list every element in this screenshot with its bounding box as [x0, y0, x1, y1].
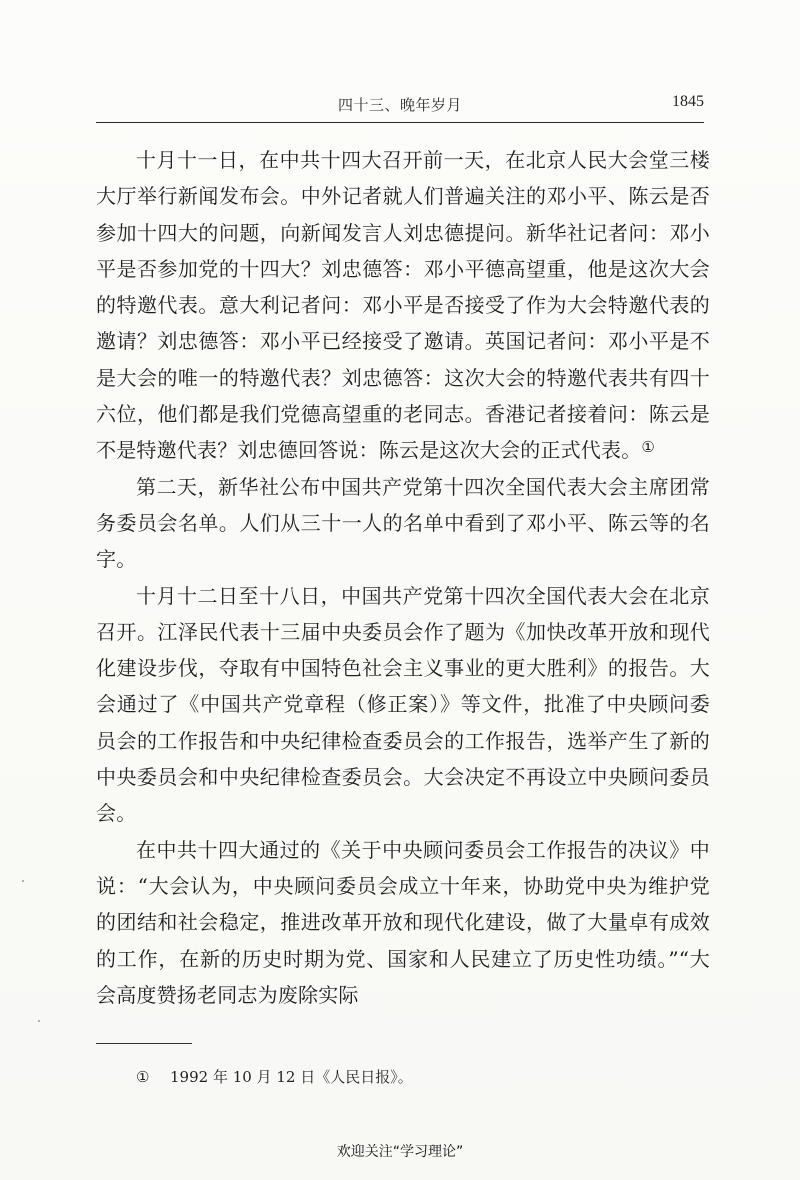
scan-speck — [22, 880, 24, 882]
paragraph-text: 在中共十四大通过的《关于中央顾问委员会工作报告的决议》中说：“大会认为，中央顾问委员会成立十年来，协助党中央为维护党的团结和社会稳定，推进改革开放和现代化建设，做了大量卓有成效的工作，在新的历史时期为党、国家和人民建立了历史性功绩。”“大会高度赞扬老同志为废除实际 — [96, 837, 710, 1007]
footnote-text: 1992 年 10 月 12 日《人民日报》。 — [170, 1068, 413, 1086]
watermark-caption: 欢迎关注“学习理论” — [336, 1144, 464, 1160]
footnote-divider — [96, 1043, 192, 1044]
running-head: 四十三、晚年岁月 — [337, 96, 462, 114]
footnote — [136, 1066, 413, 1087]
page-number: 1845 — [672, 93, 704, 110]
page-header — [96, 92, 704, 123]
body-text — [96, 142, 710, 1013]
paragraph — [96, 578, 710, 832]
paragraph-text: 第二天，新华社公布中国共产党第十四次全国代表大会主席团常务委员会名单。人们从三十一人的名单中看到了邓小平、陈云等的名字。 — [96, 474, 710, 572]
footnote-marker: ① — [136, 1068, 150, 1086]
paragraph-text: 十月十一日，在中共十四大召开前一天，在北京人民大会堂三楼大厅举行新闻发布会。中外记者就人们普遍关注的邓小平、陈云是否参加十四大的问题，向新闻发言人刘忠德提问。新华社记者问：邓小平是否参加党的十四大？刘忠德答：邓小平德高望重，他是这次大会的特邀代表。意大利记者问：邓小平是否接受了作为大会特邀代表的邀请？刘忠德答：邓小平已经接受了邀请。英国记者问：邓小平是不是大会的唯一的特邀代表？刘忠德答：这次大会的特邀代表共有四十六位，他们都是我们党德高望重的老同志。香港记者接着问：陈云是不是特邀代表？刘忠德回答说：陈云是这次大会的正式代表。 — [96, 148, 710, 463]
paragraph — [96, 469, 710, 578]
footnote-reference[interactable]: ① — [641, 438, 656, 457]
paragraph — [96, 832, 710, 1013]
scan-speck — [38, 1020, 40, 1022]
paragraph-text: 十月十二日至十八日，中国共产党第十四次全国代表大会在北京召开。江泽民代表十三届中央委员会作了题为《加快改革开放和现代化建设步伐，夺取有中国特色社会主义事业的更大胜利》的报告。大会通过了《中国共产党章程（修正案）》等文件，批准了中央顾问委员会的工作报告和中央纪律检查委员会的工作报告，选举产生了新的中央委员会和中央纪律检查委员会。大会决定不再设立中央顾问委员会。 — [96, 583, 710, 826]
paragraph — [96, 142, 710, 469]
